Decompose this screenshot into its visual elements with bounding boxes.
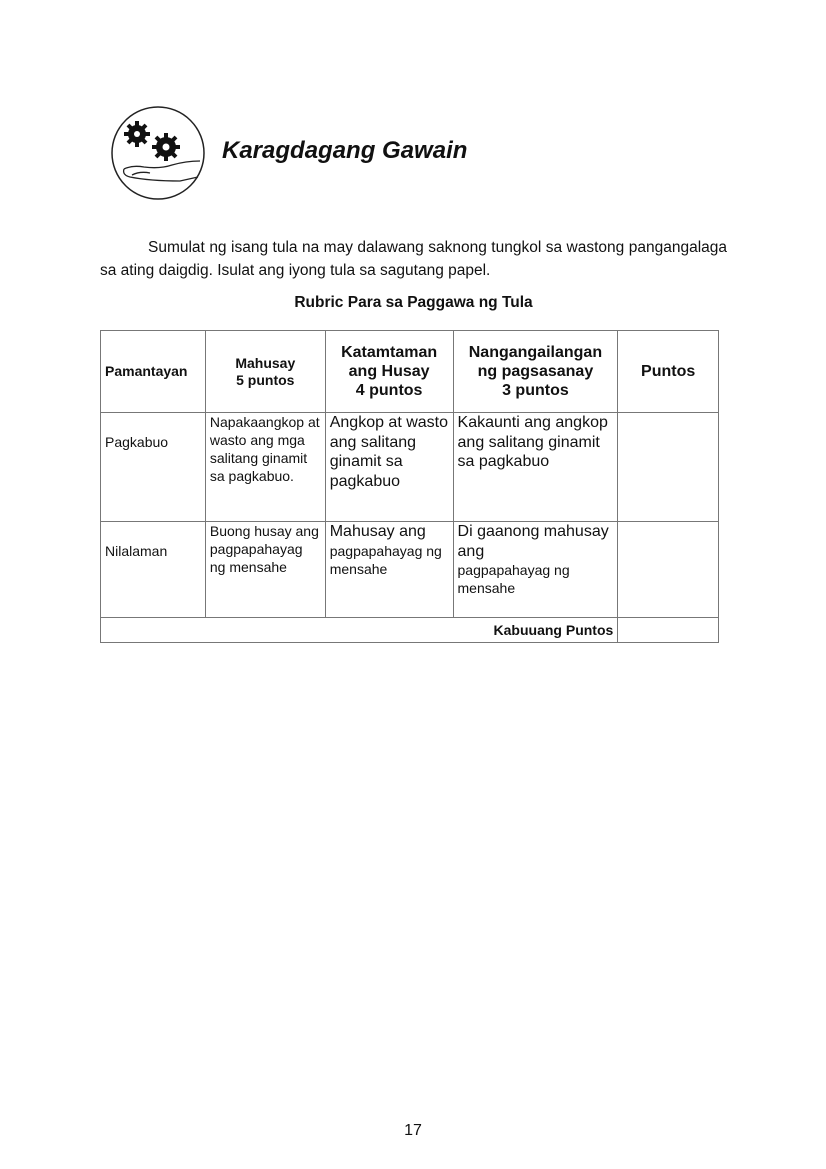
- header-pamantayan: Pamantayan: [101, 331, 206, 413]
- cell-line: pagpapahayag ng mensahe: [329, 542, 442, 577]
- page-title: Karagdagang Gawain: [222, 137, 468, 164]
- cell-line: pagpapahayag ng mensahe: [457, 562, 570, 596]
- header-line: Katamtaman: [341, 344, 438, 361]
- score4-cell: [325, 522, 453, 618]
- instructions-text: Sumulat ng isang tula na may dalawang saknong tungkol sa wastong pangangalaga sa ating daigdig. Isulat ang iyong tula sa sagutang papel.: [100, 239, 727, 279]
- gears-in-hand-icon: [110, 105, 206, 201]
- cell-line: Mahusay ang: [329, 523, 426, 540]
- table-row: [101, 413, 719, 522]
- instructions: [100, 236, 727, 282]
- header-line: Mahusay: [235, 354, 296, 371]
- cell-line: Di gaanong mahusay ang: [457, 523, 609, 560]
- criterion-cell: Nilalaman: [101, 522, 206, 618]
- score4-cell: Angkop at wasto ang salitang ginamit sa pagkabuo: [325, 413, 453, 522]
- header-line: 3 puntos: [502, 382, 569, 399]
- header-katamtaman: [325, 331, 453, 413]
- score3-cell: [453, 522, 618, 618]
- criterion-cell: Pagkabuo: [101, 413, 206, 522]
- total-row: [101, 618, 719, 643]
- total-points-cell[interactable]: [618, 618, 719, 643]
- score5-cell: Napakaangkop at wasto ang mga salitang ginamit sa pagkabuo.: [205, 413, 325, 522]
- header-line: 4 puntos: [355, 382, 423, 399]
- table-row: [101, 522, 719, 618]
- points-cell[interactable]: [618, 522, 719, 618]
- table-header-row: [101, 331, 719, 413]
- header-line: ng pagsasanay: [477, 363, 594, 380]
- total-label: Kabuuang Puntos: [101, 618, 618, 643]
- header-mahusay: [205, 331, 325, 413]
- header-line: 5 puntos: [236, 371, 295, 388]
- rubric-table: [100, 330, 719, 643]
- header-line: ang Husay: [348, 363, 430, 380]
- rubric-title: Rubric Para sa Paggawa ng Tula: [294, 294, 533, 311]
- page-number: 17: [404, 1122, 422, 1139]
- header-nangangailangan: [453, 331, 618, 413]
- header-puntos: Puntos: [618, 331, 719, 413]
- score3-cell: Kakaunti ang angkop ang salitang ginamit sa pagkabuo: [453, 413, 618, 522]
- header-line: Nangangailangan: [468, 344, 603, 361]
- points-cell[interactable]: [618, 413, 719, 522]
- score5-cell: Buong husay ang pagpapahayag ng mensahe: [205, 522, 325, 618]
